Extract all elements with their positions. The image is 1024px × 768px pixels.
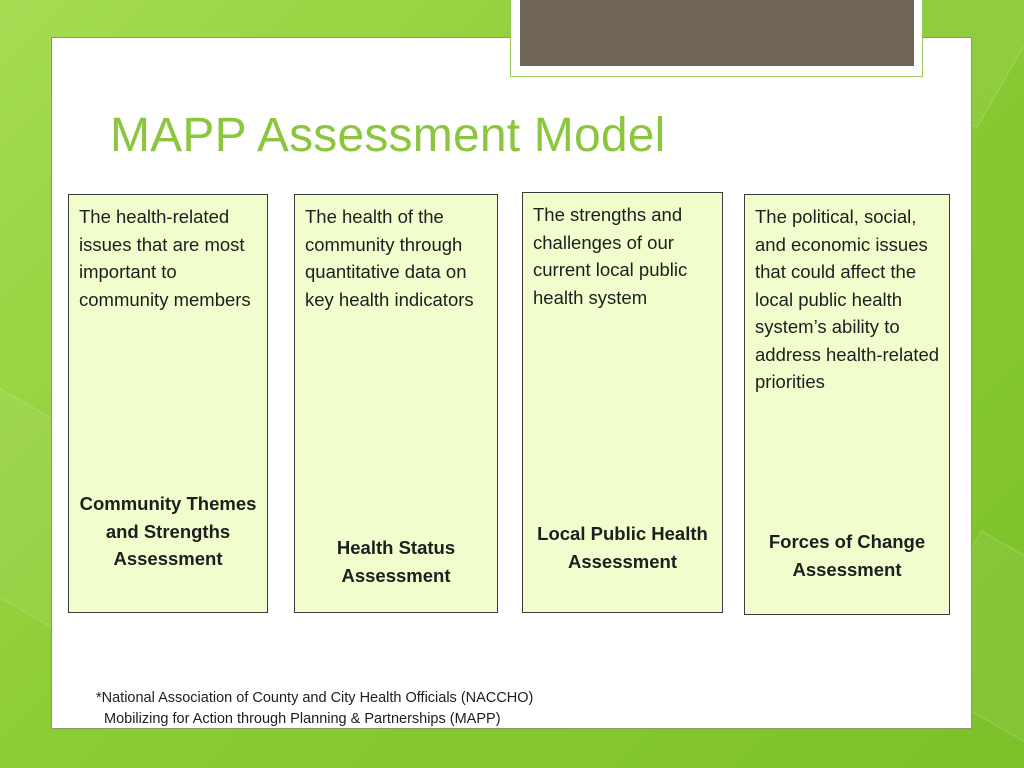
assessment-box-local-public-health [522,192,723,613]
footnote-line: Mobilizing for Action through Planning & Partnerships (MAPP) [104,711,501,727]
assessment-label: Health Status Assessment [336,537,456,586]
assessment-label: Community Themes and Strengths Assessment [79,493,257,569]
footnote [96,688,533,730]
assessment-box-health-status [294,194,498,613]
header-image [520,0,914,66]
footnote-line: *National Association of County and City Health Officials (NACCHO) [96,690,534,706]
assessment-description: The political, social, and economic issues that could affect the local public health system’s ability to address health-related priorities [755,206,940,392]
slide-title: MAPP Assessment Model [110,109,666,162]
assessment-description: The strengths and challenges of our current local public health system [533,204,688,308]
assessment-label: Local Public Health Assessment [537,523,708,572]
assessment-box-forces-of-change [744,194,950,615]
assessment-label: Forces of Change Assessment [768,531,926,580]
assessment-description: The health of the community through quantitative data on key health indicators [305,206,474,310]
assessment-description: The health-related issues that are most important to community members [79,206,251,310]
assessment-box-community-themes [68,194,268,613]
